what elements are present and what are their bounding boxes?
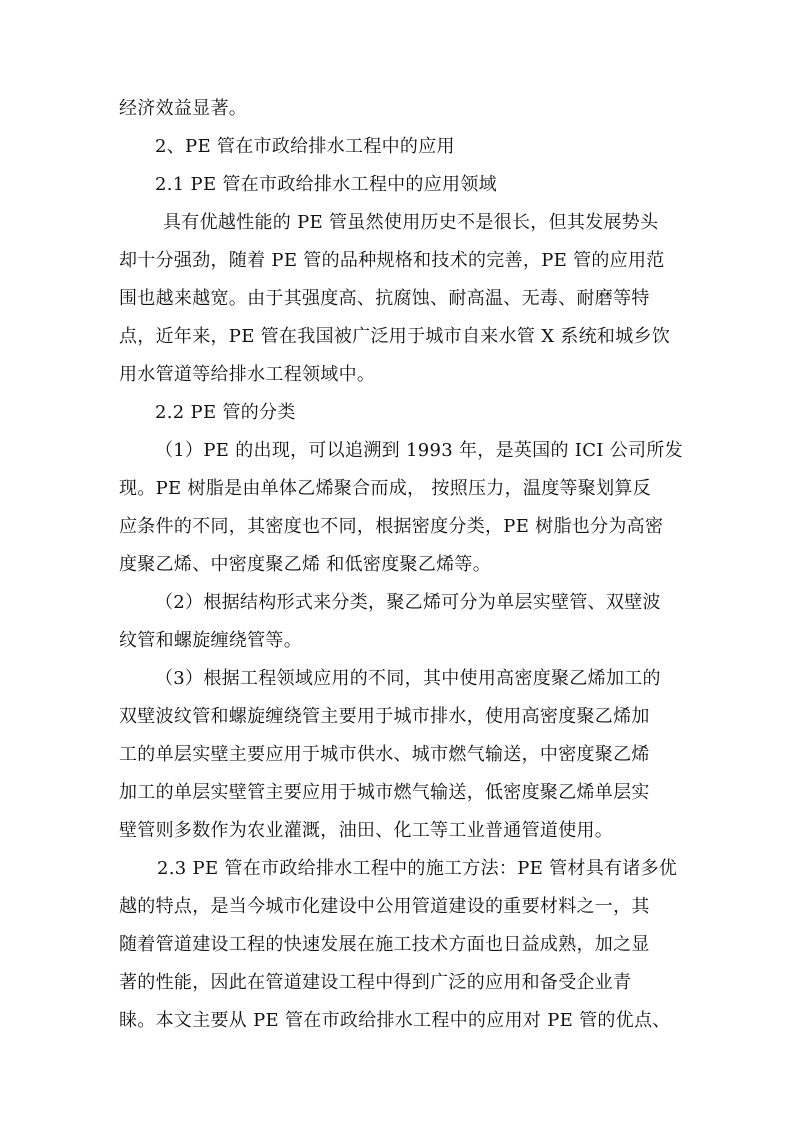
body-text-line: 纹管和螺旋缠绕管等。 [119, 630, 302, 651]
body-text-line: 双壁波纹管和螺旋缠绕管主要用于城市排水，使用高密度聚乙烯加 [119, 706, 650, 727]
body-text-line: 越的特点，是当今城市化建设中公用管道建设的重要材料之一，其 [119, 896, 650, 917]
body-text-line: 具有优越性能的 PE 管虽然使用历史不是很长，但其发展势头 [163, 212, 659, 233]
body-text-line: 睐。本文主要从 PE 管在市政给排水工程中的应用对 PE 管的优点、 [119, 1010, 671, 1031]
body-text-line: 点，近年来，PE 管在我国被广泛用于城市自来水管 X 系统和城乡饮 [119, 326, 671, 347]
body-text-line: 却十分强劲，随着 PE 管的品种规格和技术的完善，PE 管的应用范 [119, 250, 665, 271]
body-text-line: 用水管道等给排水工程领域中。 [119, 364, 376, 385]
body-text-line: 壁管则多数作为农业灌溉，油田、化工等工业普通管道使用。 [119, 820, 614, 841]
body-text-line: 度聚乙烯、中密度聚乙烯 和低密度聚乙烯等。 [119, 554, 492, 575]
body-text-line: （3）根据工程领域应用的不同，其中使用高密度聚乙烯加工的 [155, 668, 661, 689]
subsection-heading-2-2: 2.2 PE 管的分类 [155, 402, 296, 423]
subsection-heading-2-1: 2.1 PE 管在市政给排水工程中的应用领域 [155, 174, 497, 195]
body-text-line: 围也越来越宽。由于其强度高、抗腐蚀、耐高温、无毒、耐磨等特 [119, 288, 650, 309]
body-text-line: 加工的单层实壁管主要应用于城市燃气输送，低密度聚乙烯单层实 [119, 782, 650, 803]
body-text-line: 现。PE 树脂是由单体乙烯聚合而成， 按照压力，温度等聚划算反 [119, 478, 651, 499]
body-text-line: （2）根据结构形式来分类，聚乙烯可分为单层实壁管、双壁波 [155, 592, 661, 613]
body-text-line: 著的性能，因此在管道建设工程中得到广泛的应用和备受企业青 [119, 972, 632, 993]
body-text-line: 随着管道建设工程的快速发展在施工技术方面也日益成熟，加之显 [119, 934, 650, 955]
body-text-line: 经济效益显著。 [119, 98, 248, 119]
subsection-heading-2-3: 2.3 PE 管在市政给排水工程中的施工方法：PE 管材具有诸多优 [157, 858, 678, 879]
section-heading-2: 2、PE 管在市政给排水工程中的应用 [155, 136, 455, 157]
body-text-line: 应条件的不同，其密度也不同，根据密度分类，PE 树脂也分为高密 [119, 516, 664, 537]
body-text-line: 工的单层实壁主要应用于城市供水、城市燃气输送，中密度聚乙烯 [119, 744, 650, 765]
body-text-line: （1）PE 的出现，可以追溯到 1993 年，是英国的 ICI 公司所发 [155, 440, 683, 461]
